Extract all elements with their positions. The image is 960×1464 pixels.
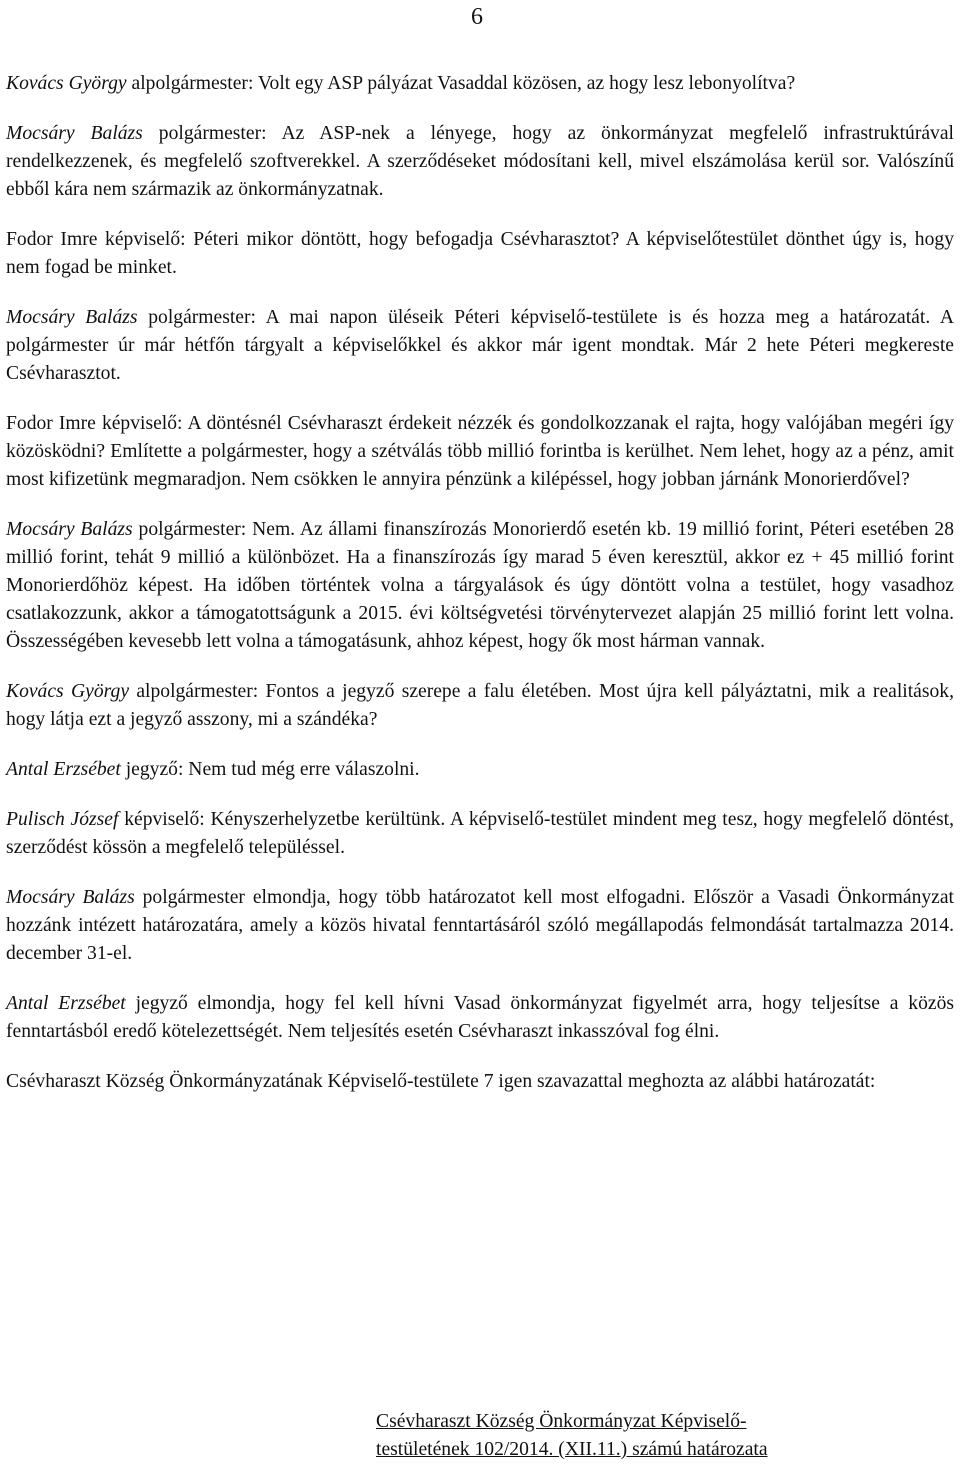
paragraph-text: polgármester: Nem. Az állami finanszírozás Monorierdő esetén kb. 19 millió forint, Péteri esetében 28 millió forint, tehát 9 millió a különbözet. Ha a finanszírozás így marad 5 éven keresztül, akkor ez + 45 millió forint Monorierdőhöz képest. Ha időben történtek volna a tárgyalások és úgy döntött volna a testület, hogy vasadhoz csatlakozzunk, akkor a támogatottságunk a 2015. évi költségvetési törvénytervezet alapján 25 millió forint lett volna. Összességében kevesebb lett volna a támogatásunk, ahhoz képest, hogy ők most hárman vannak. — [6, 519, 954, 652]
speaker-name: Mocsáry Balázs — [6, 519, 133, 540]
paragraph-text: jegyző elmondja, hogy fel kell hívni Vasad önkormányzat figyelmét arra, hogy teljesítse a közös fenntartásból eredő kötelezettségét. Nem teljesítés esetén Csévharaszt inkasszóval fog élni. — [6, 993, 955, 1042]
paragraph-text: jegyző: Nem tud még erre válaszolni. — [120, 759, 420, 780]
speaker-name: Kovács György — [6, 681, 130, 702]
paragraph-11 — [6, 990, 954, 1046]
paragraph-5 — [6, 410, 954, 494]
paragraph-10 — [6, 884, 954, 968]
page-number: 6 — [471, 4, 483, 30]
paragraph-text: képviselő: Kényszerhelyzetbe kerültünk. A képviselő-testület mindent meg tesz, hogy megfelelő döntést, szerződést kössön a megfelelő településsel. — [6, 809, 954, 858]
paragraph-8 — [6, 756, 954, 784]
paragraph-7 — [6, 678, 954, 734]
paragraph-6 — [6, 516, 954, 656]
paragraph-12 — [6, 1068, 954, 1096]
paragraph-9 — [6, 806, 954, 862]
paragraph-4 — [6, 304, 954, 388]
paragraph-3 — [6, 226, 954, 282]
paragraph-text: Csévharaszt Község Önkormányzatának Képviselő-testülete 7 igen szavazattal meghozta az alábbi határozatát: — [6, 1071, 876, 1092]
speaker-name: Mocsáry Balázs — [6, 123, 143, 144]
speaker-name: Kovács György — [6, 73, 127, 94]
speaker-name: Mocsáry Balázs — [6, 887, 135, 908]
speaker-name: Antal Erzsébet — [6, 759, 121, 780]
paragraph-text: alpolgármester: Volt egy ASP pályázat Vasaddal közösen, az hogy lesz lebonyolítva? — [126, 73, 796, 94]
paragraph-text: polgármester: Az ASP-nek a lényege, hogy az önkormányzat megfelelő infrastruktúrával rendelkezzenek, és megfelelő szoftverekkel. A szerződéseket módosítani kell, mivel elszámolása kerül sor. Valószínű ebből kára nem származik az önkormányzatnak. — [6, 123, 954, 200]
speaker-name: Antal Erzsébet — [6, 993, 126, 1014]
resolution-title — [376, 1408, 768, 1464]
paragraph-text: polgármester elmondja, hogy több határozatot kell most elfogadni. Először a Vasadi Önkormányzat hozzánk intézett határozatára, amely a közös hivatal fenntartásáról szóló megállapodás felmondását tartalmazza 2014. december 31-el. — [6, 887, 954, 964]
paragraph-1 — [6, 70, 954, 98]
speaker-name: Pulisch József — [6, 809, 119, 830]
paragraph-text: polgármester: A mai napon üléseik Péteri képviselő-testülete is és hozza meg a határozatát. A polgármester úr már hétfőn tárgyalt a képviselőkkel és akkor már igent mondtak. Már 2 hete Péteri megkereste Csévharasztot. — [6, 307, 954, 384]
resolution-title-line-2: testületének 102/2014. (XII.11.) számú határozata — [376, 1439, 768, 1460]
paragraph-2 — [6, 120, 954, 204]
resolution-title-line-1: Csévharaszt Község Önkormányzat Képviselő- — [376, 1411, 747, 1432]
paragraph-text: alpolgármester: Fontos a jegyző szerepe a falu életében. Most újra kell pályáztatni, mik a realitások, hogy látja ezt a jegyző asszony, mi a szándéka? — [6, 681, 954, 730]
minutes-body — [6, 70, 954, 1118]
paragraph-text: Fodor Imre képviselő: A döntésnél Csévharaszt érdekeit nézzék és gondolkozzanak el rajta, hogy valójában megéri így közösködni? Említette a polgármester, hogy a szétválás több millió forintba is kerülhet. Nem lehet, hogy az a pénz, amit most kifizetünk megmaradjon. Nem csökken le annyira pénzünk a kilépéssel, hogy jobban járnánk Monorierdővel? — [6, 413, 954, 490]
speaker-name: Mocsáry Balázs — [6, 307, 138, 328]
paragraph-text: Fodor Imre képviselő: Péteri mikor döntött, hogy befogadja Csévharasztot? A képviselőtestület dönthet úgy is, hogy nem fogad be minket. — [6, 229, 954, 278]
